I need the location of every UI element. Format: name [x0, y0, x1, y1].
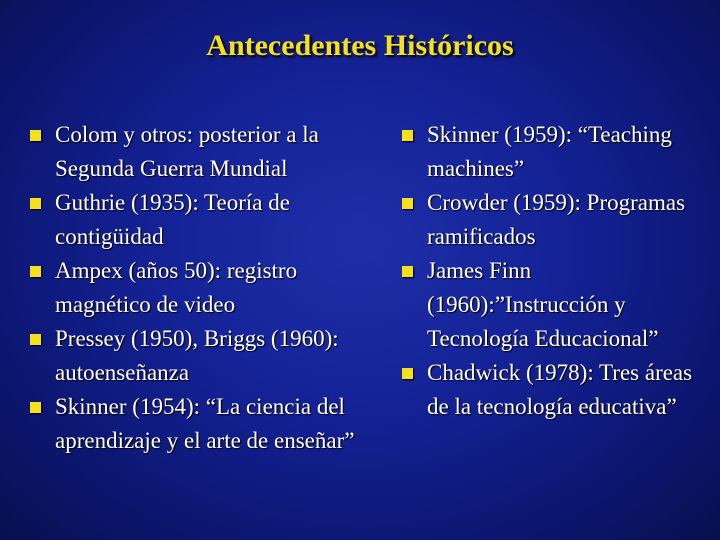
bullet-text: Skinner (1954): “La ciencia del aprendizaje y el arte de enseñar”	[55, 394, 355, 453]
square-bullet-icon	[30, 402, 41, 413]
bullet-item	[28, 322, 380, 390]
bullet-item	[28, 254, 380, 322]
bullet-text: Skinner (1959): “Teaching machines”	[427, 122, 672, 181]
bullet-item	[400, 254, 700, 356]
bullet-text: Guthrie (1935): Teoría de contigüidad	[55, 190, 290, 249]
bullet-text: Crowder (1959): Programas ramificados	[427, 190, 686, 249]
bullet-item	[28, 186, 380, 254]
bullet-item	[400, 356, 700, 424]
bullet-text: Ampex (años 50): registro magnético de video	[55, 258, 298, 317]
bullet-text: Colom y otros: posterior a la Segunda Guerra Mundial	[55, 122, 319, 181]
square-bullet-icon	[402, 130, 413, 141]
bullet-item	[28, 118, 380, 186]
slide-title: Antecedentes Históricos	[206, 29, 514, 62]
bullet-text: James Finn (1960):”Instrucción y Tecnología Educacional”	[427, 258, 659, 351]
right-bullet-list	[400, 118, 700, 424]
square-bullet-icon	[30, 266, 41, 277]
square-bullet-icon	[30, 334, 41, 345]
square-bullet-icon	[30, 130, 41, 141]
bullet-item	[400, 186, 700, 254]
bullet-item	[400, 118, 700, 186]
left-bullet-list	[28, 118, 380, 458]
square-bullet-icon	[30, 198, 41, 209]
square-bullet-icon	[402, 368, 413, 379]
square-bullet-icon	[402, 266, 413, 277]
bullet-text: Pressey (1950), Briggs (1960): autoenseñanza	[55, 326, 339, 385]
bullet-text: Chadwick (1978): Tres áreas de la tecnología educativa”	[427, 360, 693, 419]
square-bullet-icon	[402, 198, 413, 209]
bullet-item	[28, 390, 380, 458]
